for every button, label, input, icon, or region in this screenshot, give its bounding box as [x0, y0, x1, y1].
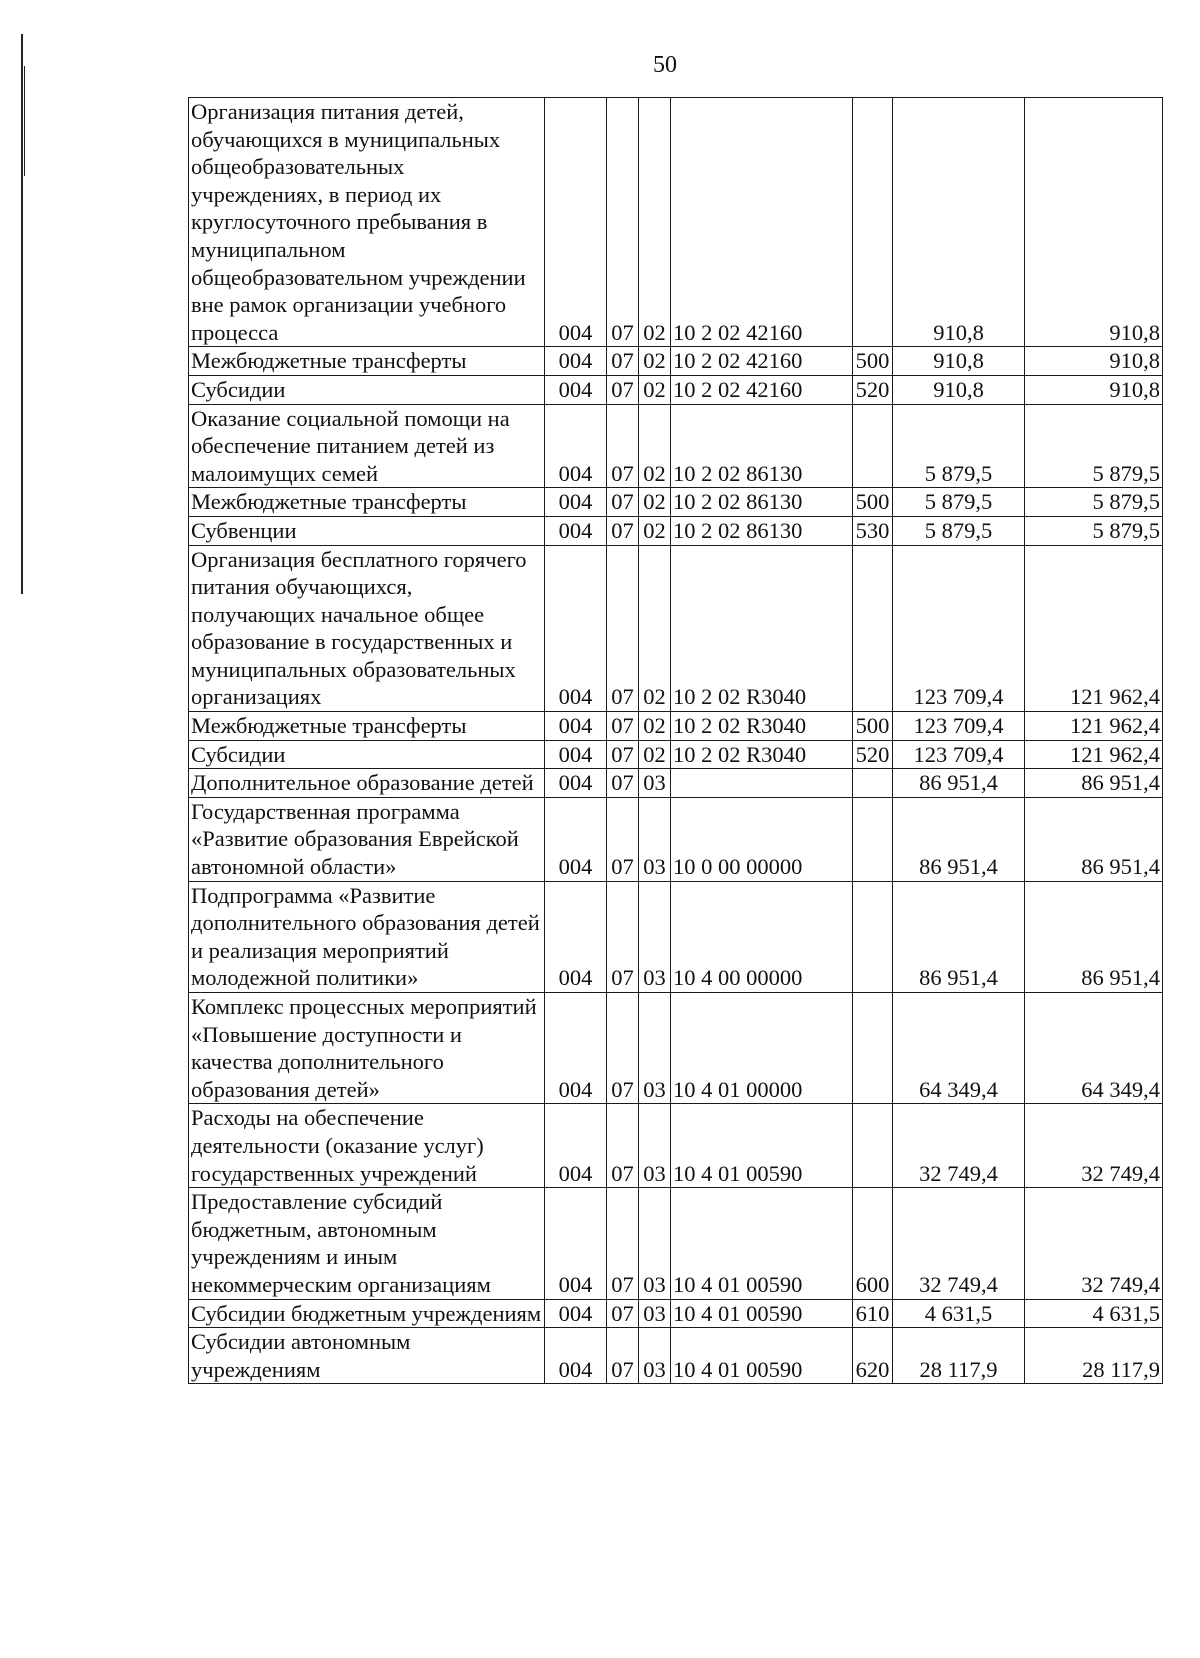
subsection-code-cell: 03	[639, 881, 671, 992]
expense-name-cell: Субсидии	[189, 740, 545, 769]
table-row	[189, 1104, 1163, 1188]
table-row	[189, 993, 1163, 1104]
target-article-cell: 10 4 01 00590	[671, 1104, 853, 1188]
section-code-cell: 07	[607, 881, 639, 992]
table-row	[189, 488, 1163, 517]
target-article-cell: 10 2 02 42160	[671, 347, 853, 376]
section-code-cell: 07	[607, 1299, 639, 1328]
subsection-code-cell: 02	[639, 404, 671, 488]
amount-first-year-cell: 910,8	[893, 347, 1025, 376]
section-code-cell: 07	[607, 712, 639, 741]
expense-type-cell: 530	[853, 516, 893, 545]
expense-type-cell: 610	[853, 1299, 893, 1328]
table-row	[189, 516, 1163, 545]
amount-second-year-cell: 910,8	[1025, 98, 1163, 347]
ministry-code-cell: 004	[545, 375, 607, 404]
expense-name-cell: Межбюджетные трансферты	[189, 712, 545, 741]
target-article-cell: 10 4 01 00000	[671, 993, 853, 1104]
subsection-code-cell: 02	[639, 488, 671, 517]
section-code-cell: 07	[607, 1104, 639, 1188]
table-row	[189, 1299, 1163, 1328]
amount-first-year-cell: 123 709,4	[893, 545, 1025, 712]
expense-name-cell: Субвенции	[189, 516, 545, 545]
subsection-code-cell: 03	[639, 1328, 671, 1384]
ministry-code-cell: 004	[545, 881, 607, 992]
amount-first-year-cell: 86 951,4	[893, 797, 1025, 881]
target-article-cell: 10 2 02 86130	[671, 516, 853, 545]
ministry-code-cell: 004	[545, 1328, 607, 1384]
section-code-cell: 07	[607, 740, 639, 769]
expense-name-cell: Организация бесплатного горячего питания обучающихся, получающих начальное общее образование в государственных и муниципальных образовательных организациях	[189, 545, 545, 712]
section-code-cell: 07	[607, 347, 639, 376]
subsection-code-cell: 02	[639, 375, 671, 404]
subsection-code-cell: 02	[639, 347, 671, 376]
ministry-code-cell: 004	[545, 404, 607, 488]
target-article-cell: 10 4 00 00000	[671, 881, 853, 992]
expense-type-cell: 500	[853, 488, 893, 517]
section-code-cell: 07	[607, 98, 639, 347]
table-row	[189, 98, 1163, 347]
amount-first-year-cell: 123 709,4	[893, 740, 1025, 769]
expense-type-cell: 500	[853, 347, 893, 376]
subsection-code-cell: 02	[639, 516, 671, 545]
expense-type-cell	[853, 545, 893, 712]
amount-second-year-cell: 910,8	[1025, 375, 1163, 404]
target-article-cell: 10 2 02 86130	[671, 488, 853, 517]
target-article-cell: 10 4 01 00590	[671, 1328, 853, 1384]
section-code-cell: 07	[607, 797, 639, 881]
expense-name-cell: Субсидии автономным учреждениям	[189, 1328, 545, 1384]
scan-margin-line	[24, 66, 25, 176]
amount-second-year-cell: 5 879,5	[1025, 516, 1163, 545]
section-code-cell: 07	[607, 375, 639, 404]
table-row	[189, 881, 1163, 992]
expense-type-cell: 520	[853, 740, 893, 769]
amount-first-year-cell: 910,8	[893, 98, 1025, 347]
ministry-code-cell: 004	[545, 516, 607, 545]
amount-second-year-cell: 4 631,5	[1025, 1299, 1163, 1328]
amount-second-year-cell: 910,8	[1025, 347, 1163, 376]
ministry-code-cell: 004	[545, 797, 607, 881]
target-article-cell: 10 2 02 42160	[671, 98, 853, 347]
amount-second-year-cell: 121 962,4	[1025, 712, 1163, 741]
target-article-cell: 10 4 01 00590	[671, 1299, 853, 1328]
subsection-code-cell: 03	[639, 1104, 671, 1188]
amount-first-year-cell: 4 631,5	[893, 1299, 1025, 1328]
amount-first-year-cell: 86 951,4	[893, 769, 1025, 798]
amount-first-year-cell: 32 749,4	[893, 1188, 1025, 1299]
target-article-cell	[671, 769, 853, 798]
budget-table	[188, 97, 1163, 1384]
table-row	[189, 545, 1163, 712]
target-article-cell: 10 2 02 42160	[671, 375, 853, 404]
expense-type-cell	[853, 993, 893, 1104]
section-code-cell: 07	[607, 488, 639, 517]
expense-type-cell	[853, 1104, 893, 1188]
table-row	[189, 797, 1163, 881]
table-row	[189, 404, 1163, 488]
amount-second-year-cell: 86 951,4	[1025, 881, 1163, 992]
expense-type-cell	[853, 98, 893, 347]
subsection-code-cell: 02	[639, 740, 671, 769]
ministry-code-cell: 004	[545, 545, 607, 712]
section-code-cell: 07	[607, 516, 639, 545]
table-row	[189, 712, 1163, 741]
expense-name-cell: Межбюджетные трансферты	[189, 347, 545, 376]
table-row	[189, 769, 1163, 798]
amount-first-year-cell: 5 879,5	[893, 516, 1025, 545]
amount-first-year-cell: 64 349,4	[893, 993, 1025, 1104]
expense-name-cell: Субсидии	[189, 375, 545, 404]
amount-first-year-cell: 123 709,4	[893, 712, 1025, 741]
amount-second-year-cell: 86 951,4	[1025, 797, 1163, 881]
expense-type-cell: 600	[853, 1188, 893, 1299]
expense-name-cell: Дополнительное образование детей	[189, 769, 545, 798]
amount-first-year-cell: 86 951,4	[893, 881, 1025, 992]
amount-second-year-cell: 5 879,5	[1025, 404, 1163, 488]
expense-type-cell	[853, 769, 893, 798]
target-article-cell: 10 0 00 00000	[671, 797, 853, 881]
expense-type-cell	[853, 797, 893, 881]
amount-first-year-cell: 32 749,4	[893, 1104, 1025, 1188]
target-article-cell: 10 2 02 R3040	[671, 545, 853, 712]
expense-type-cell	[853, 881, 893, 992]
expense-name-cell: Субсидии бюджетным учреждениям	[189, 1299, 545, 1328]
target-article-cell: 10 2 02 R3040	[671, 712, 853, 741]
amount-first-year-cell: 5 879,5	[893, 404, 1025, 488]
amount-second-year-cell: 121 962,4	[1025, 740, 1163, 769]
section-code-cell: 07	[607, 404, 639, 488]
expense-name-cell: Предоставление субсидий бюджетным, автономным учреждениям и иным некоммерческим организациям	[189, 1188, 545, 1299]
ministry-code-cell: 004	[545, 98, 607, 347]
ministry-code-cell: 004	[545, 1188, 607, 1299]
expense-type-cell: 500	[853, 712, 893, 741]
section-code-cell: 07	[607, 545, 639, 712]
section-code-cell: 07	[607, 1188, 639, 1299]
target-article-cell: 10 2 02 R3040	[671, 740, 853, 769]
subsection-code-cell: 03	[639, 797, 671, 881]
amount-first-year-cell: 28 117,9	[893, 1328, 1025, 1384]
ministry-code-cell: 004	[545, 712, 607, 741]
amount-second-year-cell: 32 749,4	[1025, 1188, 1163, 1299]
expense-type-cell	[853, 404, 893, 488]
expense-type-cell: 520	[853, 375, 893, 404]
subsection-code-cell: 03	[639, 769, 671, 798]
section-code-cell: 07	[607, 1328, 639, 1384]
scan-margin-line	[21, 34, 23, 594]
table-row	[189, 740, 1163, 769]
amount-first-year-cell: 5 879,5	[893, 488, 1025, 517]
expense-name-cell: Государственная программа «Развитие образования Еврейской автономной области»	[189, 797, 545, 881]
ministry-code-cell: 004	[545, 1299, 607, 1328]
amount-second-year-cell: 32 749,4	[1025, 1104, 1163, 1188]
subsection-code-cell: 03	[639, 1299, 671, 1328]
target-article-cell: 10 4 01 00590	[671, 1188, 853, 1299]
subsection-code-cell: 02	[639, 712, 671, 741]
section-code-cell: 07	[607, 769, 639, 798]
target-article-cell: 10 2 02 86130	[671, 404, 853, 488]
amount-second-year-cell: 86 951,4	[1025, 769, 1163, 798]
subsection-code-cell: 02	[639, 545, 671, 712]
ministry-code-cell: 004	[545, 769, 607, 798]
expense-name-cell: Межбюджетные трансферты	[189, 488, 545, 517]
section-code-cell: 07	[607, 993, 639, 1104]
amount-second-year-cell: 28 117,9	[1025, 1328, 1163, 1384]
ministry-code-cell: 004	[545, 488, 607, 517]
expense-name-cell: Подпрограмма «Развитие дополнительного образования детей и реализация мероприятий молодежной политики»	[189, 881, 545, 992]
ministry-code-cell: 004	[545, 1104, 607, 1188]
ministry-code-cell: 004	[545, 993, 607, 1104]
expense-name-cell: Оказание социальной помощи на обеспечение питанием детей из малоимущих семей	[189, 404, 545, 488]
amount-second-year-cell: 64 349,4	[1025, 993, 1163, 1104]
ministry-code-cell: 004	[545, 740, 607, 769]
table-row	[189, 1188, 1163, 1299]
table-row	[189, 1328, 1163, 1384]
subsection-code-cell: 03	[639, 1188, 671, 1299]
expense-name-cell: Комплекс процессных мероприятий «Повышение доступности и качества дополнительного образования детей»	[189, 993, 545, 1104]
expense-type-cell: 620	[853, 1328, 893, 1384]
expense-name-cell: Расходы на обеспечение деятельности (оказание услуг) государственных учреждений	[189, 1104, 545, 1188]
subsection-code-cell: 02	[639, 98, 671, 347]
expense-name-cell: Организация питания детей, обучающихся в муниципальных общеобразовательных учреждениях, в период их круглосуточного пребывания в муниципальном общеобразовательном учреждении вне рамок организации учебного процесса	[189, 98, 545, 347]
page-number: 50	[653, 52, 677, 78]
amount-second-year-cell: 121 962,4	[1025, 545, 1163, 712]
subsection-code-cell: 03	[639, 993, 671, 1104]
amount-second-year-cell: 5 879,5	[1025, 488, 1163, 517]
amount-first-year-cell: 910,8	[893, 375, 1025, 404]
table-row	[189, 347, 1163, 376]
table-row	[189, 375, 1163, 404]
ministry-code-cell: 004	[545, 347, 607, 376]
